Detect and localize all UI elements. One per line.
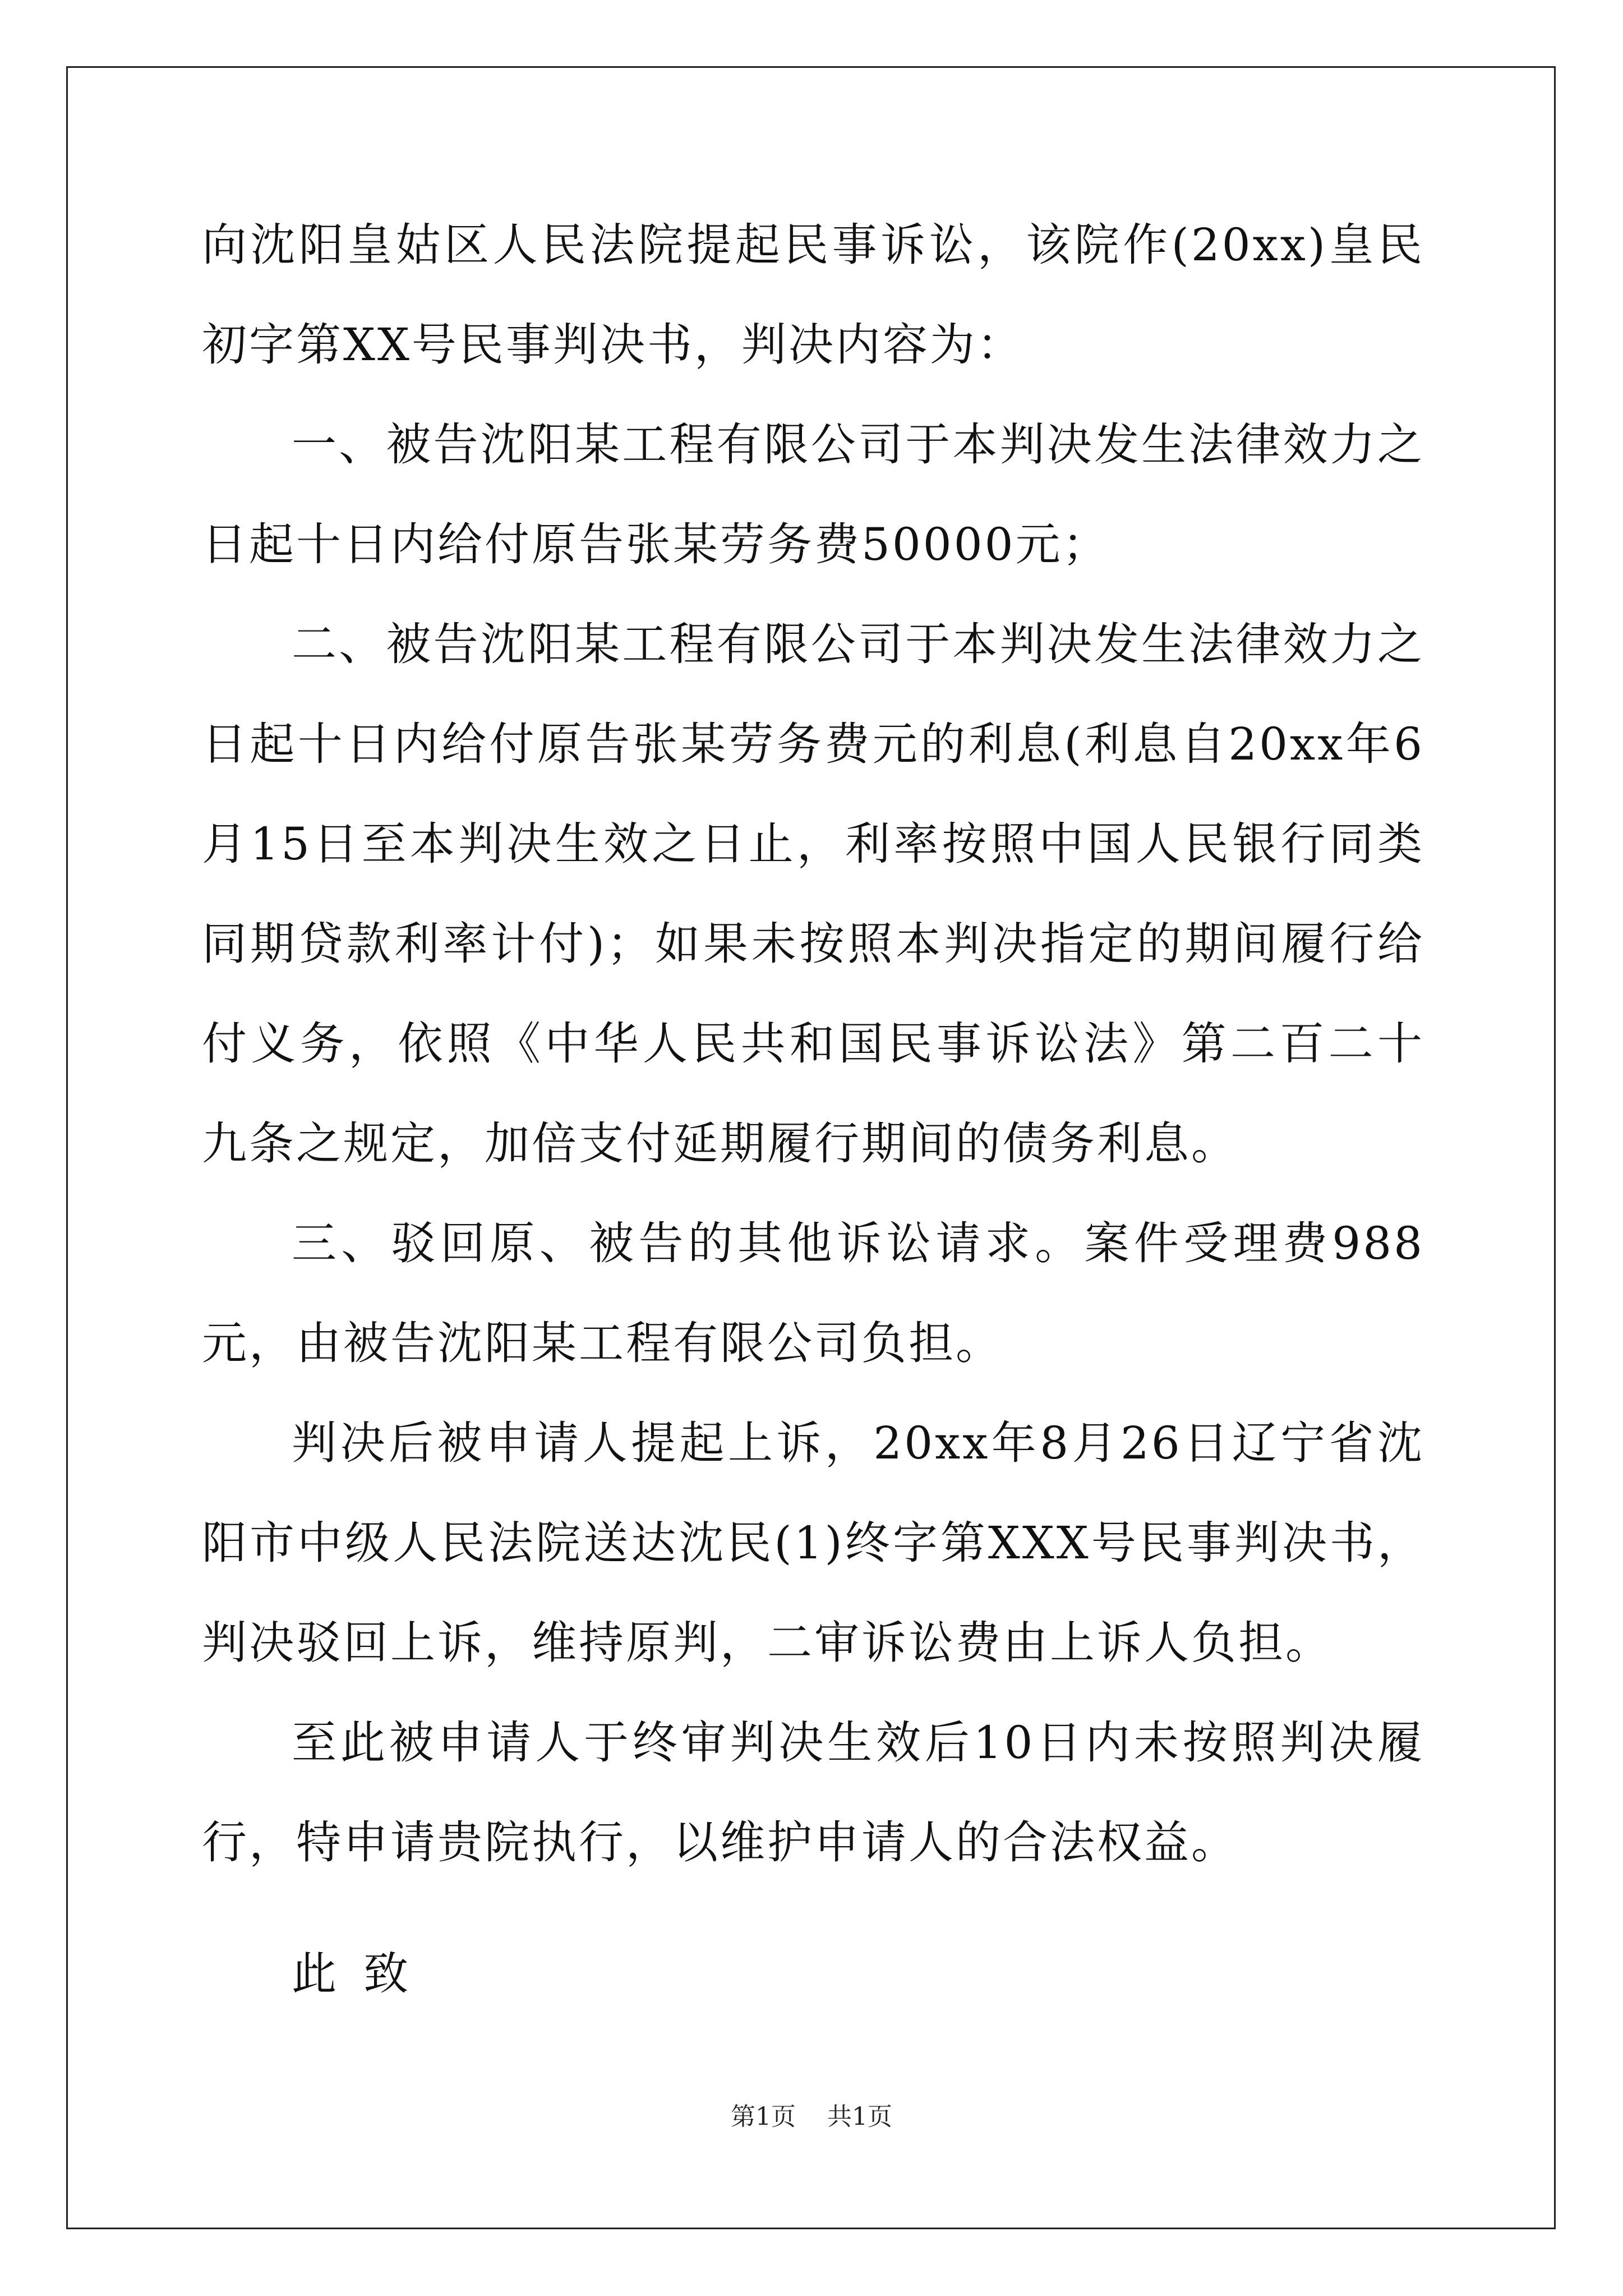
paragraph-item-2: 二、被告沈阳某工程有限公司于本判决发生法律效力之日起十日内给付原告张某劳务费元的利息(利息自20xx年6月15日至本判决生效之日止，利率按照中国人民银行同类同期贷款利率计付)；如果未按照本判决指定的期间履行给付义务，依照《中华人民共和国民事诉讼法》第二百二十九条之规定，加倍支付延期履行期间的债务利息。 bbox=[202, 618, 1424, 1170]
document-body bbox=[202, 195, 1424, 1893]
paragraph-request: 至此被申请人于终审判决生效后10日内未按照判决履行，特申请贵院执行，以维护申请人的合法权益。 bbox=[202, 1717, 1424, 1869]
closing-salutation: 此致 bbox=[292, 1948, 435, 2000]
paragraph-appeal: 判决后被申请人提起上诉，20xx年8月26日辽宁省沈阳市中级人民法院送达沈民(1)终字第XXX号民事判决书，判决驳回上诉，维持原判，二审诉讼费由上诉人负担。 bbox=[202, 1417, 1424, 1669]
page-number: 第1页 bbox=[731, 2102, 796, 2131]
page-footer bbox=[0, 2100, 1623, 2134]
page-total: 共1页 bbox=[827, 2102, 892, 2131]
paragraph-item-3: 三、驳回原、被告的其他诉讼请求。案件受理费988元，由被告沈阳某工程有限公司负担。 bbox=[202, 1217, 1424, 1369]
paragraph-item-1: 一、被告沈阳某工程有限公司于本判决发生法律效力之日起十日内给付原告张某劳务费50000元； bbox=[202, 418, 1424, 570]
paragraph-intro: 向沈阳皇姑区人民法院提起民事诉讼，该院作(20xx)皇民初字第XX号民事判决书，判决内容为： bbox=[202, 219, 1424, 371]
